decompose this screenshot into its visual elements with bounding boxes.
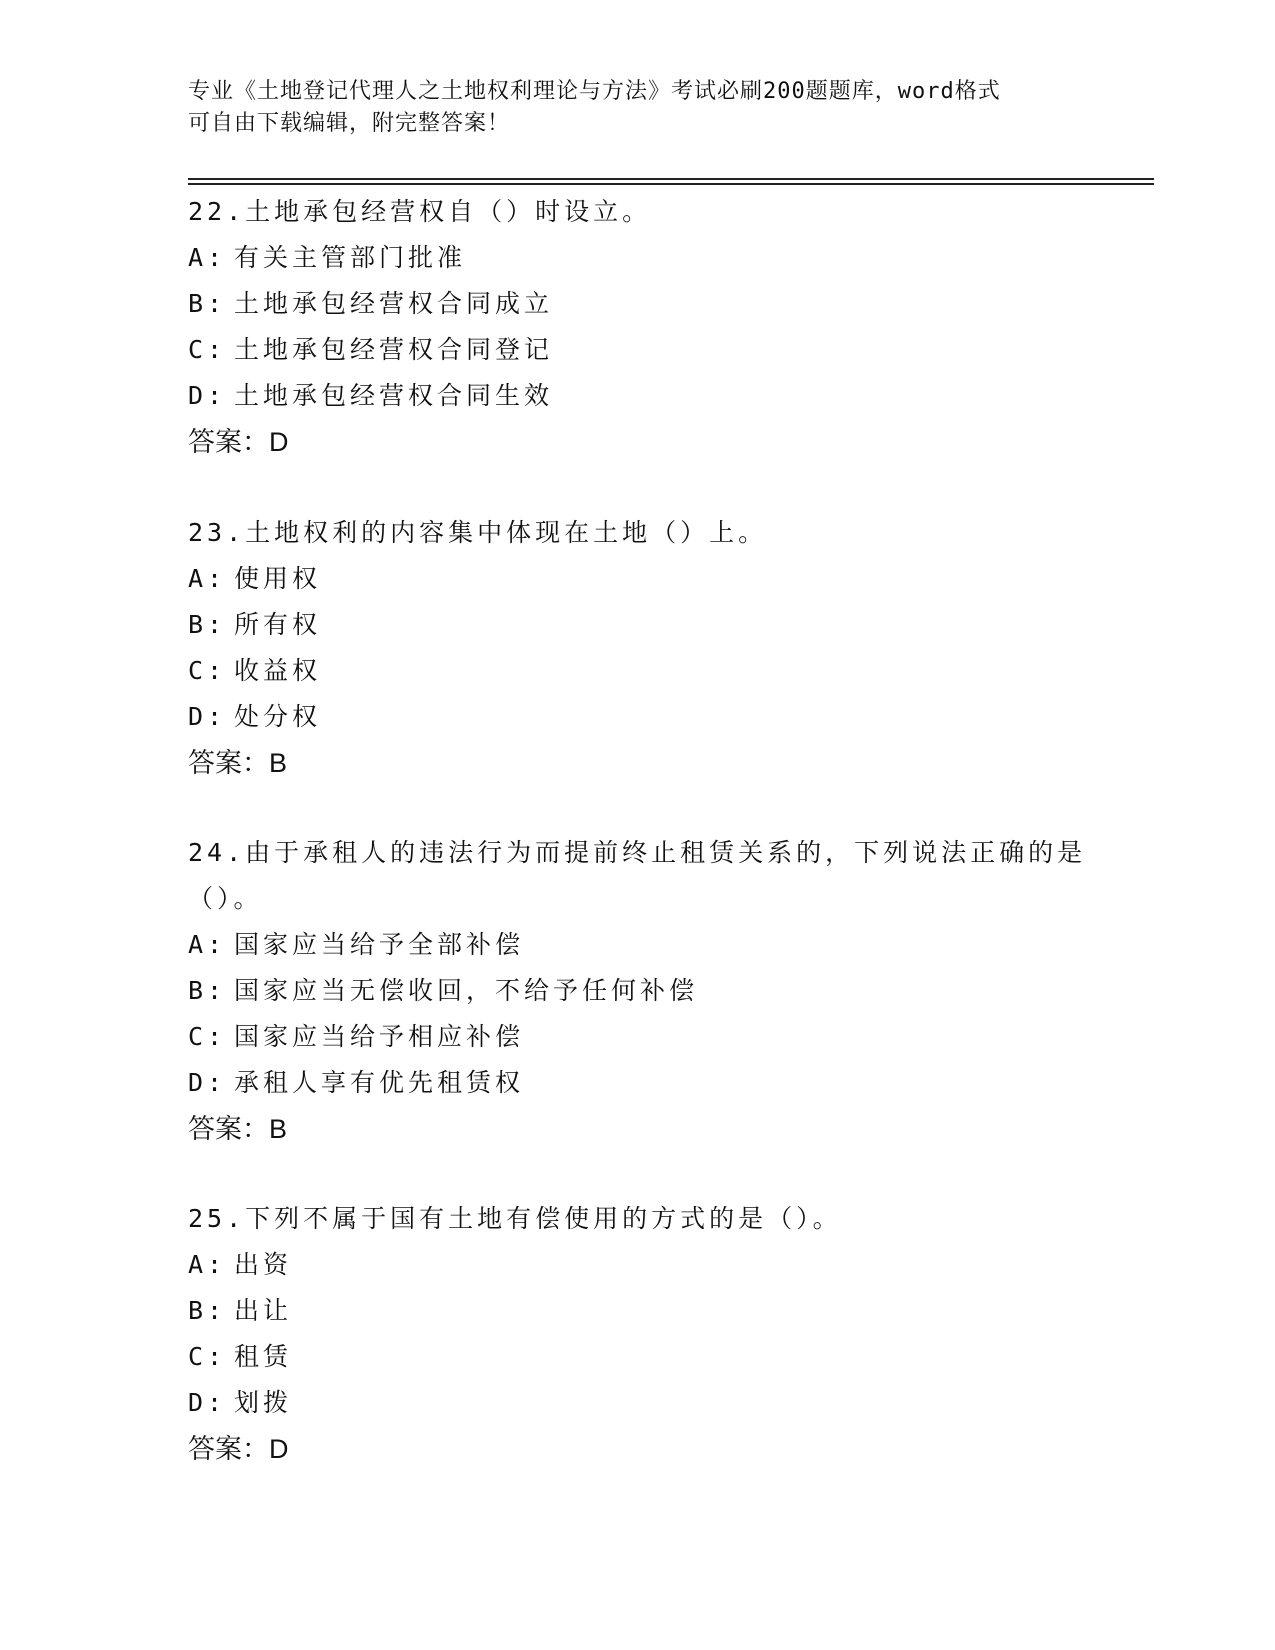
question-stem: 23.土地权利的内容集中体现在土地（）上。 — [188, 518, 768, 547]
option-b — [188, 281, 1088, 327]
option-letter: A: — [188, 1250, 227, 1279]
document-header — [188, 76, 1088, 140]
option-text: 土地承包经营权合同成立 — [234, 289, 554, 318]
option-text: 使用权 — [234, 564, 322, 593]
answer-line: 答案：B — [188, 748, 288, 778]
option-d — [188, 1060, 1088, 1106]
option-a — [188, 556, 1088, 602]
header-divider-top — [188, 178, 1154, 180]
option-d — [188, 1380, 1088, 1426]
option-text: 收益权 — [234, 656, 322, 685]
option-text: 处分权 — [234, 702, 322, 731]
option-letter: A: — [188, 564, 227, 593]
option-b — [188, 1288, 1088, 1334]
option-text: 国家应当无偿收回，不给予任何补偿 — [234, 976, 699, 1005]
question-stem-continued: （）。 — [188, 884, 263, 913]
option-text: 国家应当给予全部补偿 — [234, 930, 525, 959]
option-c — [188, 1014, 1088, 1060]
header-line-1: 专业《土地登记代理人之土地权利理论与方法》考试必刷200题题库，word格式 — [188, 79, 1001, 104]
option-text: 所有权 — [234, 610, 322, 639]
option-letter: B: — [188, 1296, 227, 1325]
option-c — [188, 1334, 1088, 1380]
answer-line: 答案：D — [188, 1434, 289, 1464]
option-text: 租赁 — [234, 1342, 293, 1371]
option-text: 国家应当给予相应补偿 — [234, 1022, 525, 1051]
option-letter: B: — [188, 976, 227, 1005]
header-line-2: 可自由下载编辑，附完整答案！ — [188, 111, 511, 136]
option-a — [188, 235, 1088, 281]
option-letter: D: — [188, 1388, 227, 1417]
answer-line: 答案：B — [188, 1114, 288, 1144]
question-25 — [188, 1196, 1088, 1472]
question-24 — [188, 830, 1088, 1152]
option-letter: D: — [188, 702, 227, 731]
question-23 — [188, 510, 1088, 786]
option-b — [188, 968, 1088, 1014]
option-c — [188, 648, 1088, 694]
option-letter: A: — [188, 930, 227, 959]
option-letter: D: — [188, 381, 227, 410]
option-letter: C: — [188, 335, 227, 364]
option-text: 出让 — [234, 1296, 293, 1325]
option-text: 承租人享有优先租赁权 — [234, 1068, 525, 1097]
question-22 — [188, 189, 1088, 465]
question-stem: 22.土地承包经营权自（）时设立。 — [188, 197, 652, 226]
option-a — [188, 922, 1088, 968]
option-letter: C: — [188, 1022, 227, 1051]
option-text: 划拨 — [234, 1388, 293, 1417]
option-c — [188, 327, 1088, 373]
option-text: 出资 — [234, 1250, 293, 1279]
option-letter: A: — [188, 243, 227, 272]
option-letter: C: — [188, 1342, 227, 1371]
option-b — [188, 602, 1088, 648]
option-d — [188, 373, 1088, 419]
option-text: 土地承包经营权合同生效 — [234, 381, 554, 410]
answer-line: 答案：D — [188, 427, 289, 457]
option-d — [188, 694, 1088, 740]
header-divider-bottom — [188, 183, 1154, 185]
option-text: 土地承包经营权合同登记 — [234, 335, 554, 364]
question-stem: 24.由于承租人的违法行为而提前终止租赁关系的，下列说法正确的是 — [188, 838, 1087, 867]
option-letter: D: — [188, 1068, 227, 1097]
option-letter: C: — [188, 656, 227, 685]
question-stem: 25.下列不属于国有土地有偿使用的方式的是（）。 — [188, 1204, 842, 1233]
option-a — [188, 1242, 1088, 1288]
option-letter: B: — [188, 610, 227, 639]
option-letter: B: — [188, 289, 227, 318]
option-text: 有关主管部门批准 — [234, 243, 467, 272]
